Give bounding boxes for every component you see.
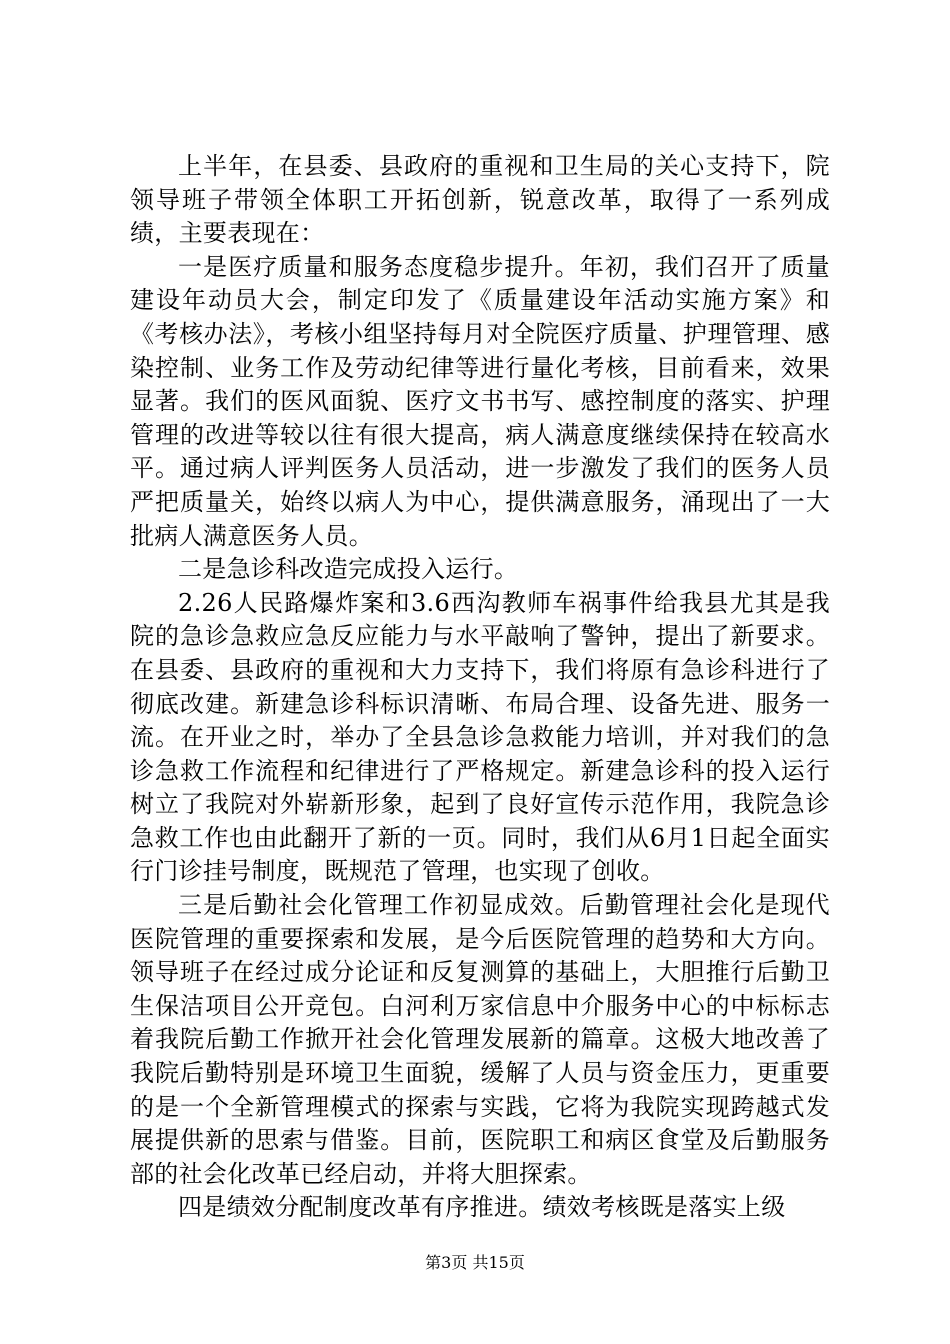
paragraph-intro: 上半年，在县委、县政府的重视和卫生局的关心支持下，院领导班子带领全体职工开拓创新，锐意改革，取得了一系列成绩，主要表现在： — [130, 152, 830, 248]
paragraph-emergency-detail: 2.26人民路爆炸案和3.6西沟教师车祸事件给我县尤其是我院的急诊急救应急反应能力与水平敲响了警钟，提出了新要求。在县委、县政府的重视和大力支持下，我们将原有急诊科进行了彻底改建。新建急诊科标识清晰、布局合理、设备先进、服务一流。在开业之时，举办了全县急诊急救能力培训，并对我们的急诊急救工作流程和纪律进行了严格规定。新建急诊科的投入运行树立了我院对外崭新形象，起到了良好宣传示范作用，我院急诊急救工作也由此翻开了新的一页。同时，我们从6月1日起全面实行门诊挂号制度，既规范了管理，也实现了创收。 — [130, 588, 830, 886]
paragraph-logistics: 三是后勤社会化管理工作初显成效。后勤管理社会化是现代医院管理的重要探索和发展，是今后医院管理的趋势和大方向。领导班子在经过成分论证和反复测算的基础上，大胆推行后勤卫生保洁项目公开竞包。白河利万家信息中介服务中心的中标标志着我院后勤工作掀开社会化管理发展新的篇章。这极大地改善了我院后勤特别是环境卫生面貌，缓解了人员与资金压力，更重要的是一个全新管理模式的探索与实践，它将为我院实现跨越式发展提供新的思索与借鉴。目前，医院职工和病区食堂及后勤服务部的社会化改革已经启动，并将大胆探索。 — [130, 891, 830, 1188]
document-body — [130, 150, 830, 1225]
page-total: 共15页 — [472, 1253, 525, 1272]
paragraph-emergency-heading: 二是急诊科改造完成投入运行。 — [178, 555, 519, 584]
page-footer — [0, 1253, 950, 1273]
paragraph-performance: 四是绩效分配制度改革有序推进。绩效考核既是落实上级 — [178, 1193, 786, 1222]
page-number: 第3页 — [425, 1253, 468, 1272]
paragraph-medical-quality: 一是医疗质量和服务态度稳步提升。年初，我们召开了质量建设年动员大会，制定印发了《质量建设年活动实施方案》和《考核办法》，考核小组坚持每月对全院医疗质量、护理管理、感染控制、业务工作及劳动纪律等进行量化考核，目前看来，效果显著。我们的医风面貌、医疗文书书写、感控制度的落实、护理管理的改进等较以往有很大提高，病人满意度继续保持在较高水平。通过病人评判医务人员活动，进一步激发了我们的医务人员严把质量关，始终以病人为中心，提供满意服务，涌现出了一大批病人满意医务人员。 — [130, 252, 830, 550]
